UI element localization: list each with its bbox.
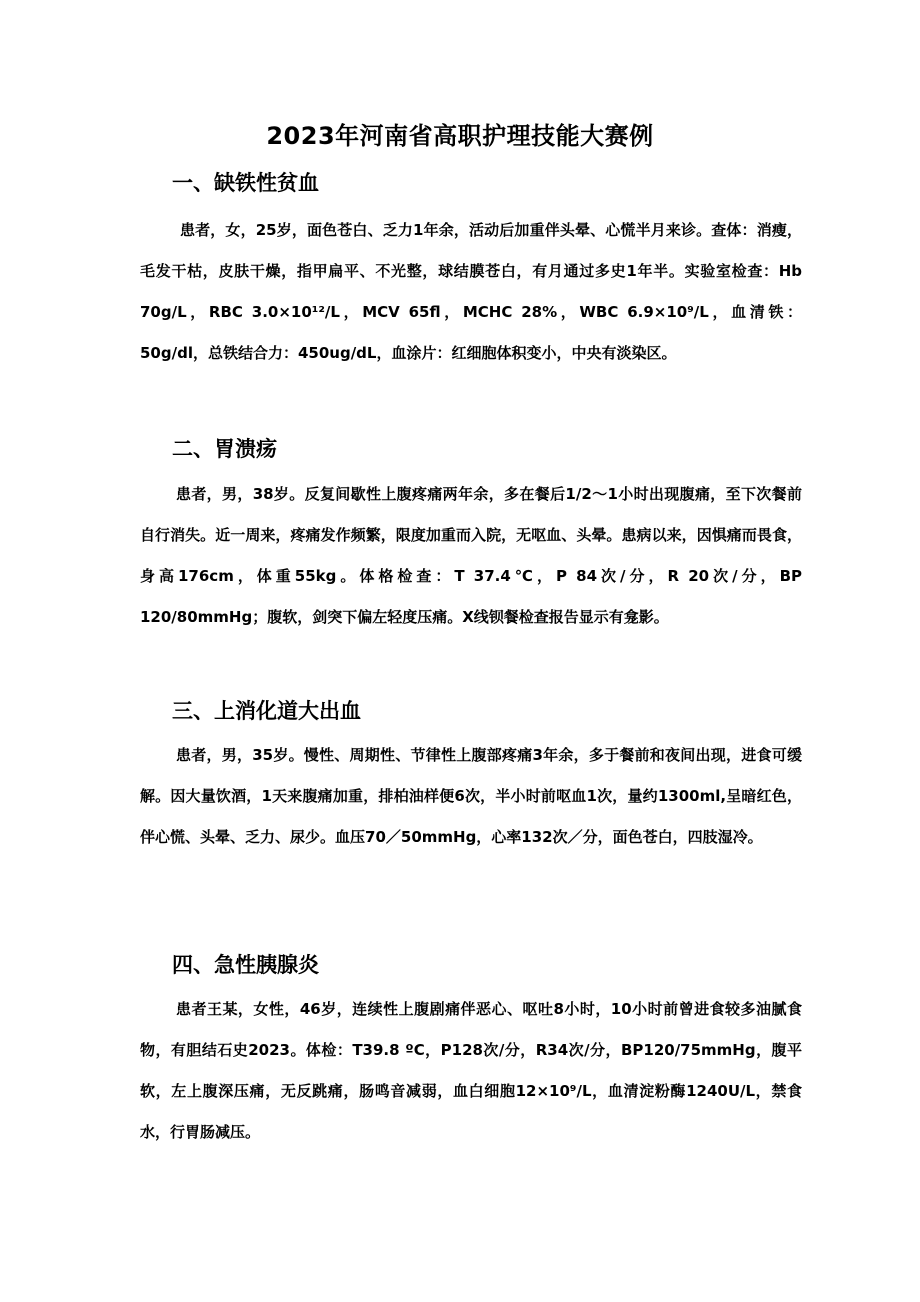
- section-heading-upper-gi-bleeding: 三、上消化道大出血: [172, 699, 361, 723]
- section-heading-gastric-ulcer: 二、胃溃疡: [172, 437, 277, 461]
- case-text-iron-deficiency-anemia: 患者，女，25岁，面色苍白、乏力1年余，活动后加重伴头晕、心慌半月来诊。查体：消瘦，毛发干枯，皮肤干燥，指甲扁平、不光整，球结膜苍白，有月通过多史1年半。实验室检查：Hb 70g/L，RBC 3.0×10¹²/L，MCV 65fl，MCHC 28%，WBC 6.9×10⁹/L，血清铁：50g/dl，总铁结合力：450ug/dL，血涂片：红细胞体积变小，中央有淡染区。: [140, 221, 802, 362]
- section-heading-acute-pancreatitis: 四、急性胰腺炎: [172, 953, 319, 977]
- document-title: 2023年河南省高职护理技能大赛例: [266, 122, 654, 150]
- case-text-upper-gi-bleeding: 患者，男，35岁。慢性、周期性、节律性上腹部疼痛3年余，多于餐前和夜间出现，进食可缓解。因大量饮酒，1天来腹痛加重，排柏油样便6次，半小时前呕血1次，量约1300ml,呈暗红色，伴心慌、头晕、乏力、尿少。血压70／50mmHg，心率132次／分，面色苍白，四肢湿冷。: [140, 746, 802, 846]
- case-text-acute-pancreatitis: 患者王某，女性，46岁，连续性上腹剧痛伴恶心、呕吐8小时，10小时前曾进食较多油腻食物，有胆结石史2023。体检：T39.8 ºC，P128次/分，R34次/分，BP120/75mmHg，腹平软，左上腹深压痛，无反跳痛，肠鸣音减弱，血白细胞12×10⁹/L，血清淀粉酶1240U/L，禁食水，行胃肠减压。: [140, 1000, 802, 1141]
- section-heading-iron-deficiency-anemia: 一、缺铁性贫血: [172, 171, 319, 195]
- case-text-gastric-ulcer: 患者，男，38岁。反复间歇性上腹疼痛两年余，多在餐后1/2～1小时出现腹痛，至下次餐前自行消失。近一周来，疼痛发作频繁，限度加重而入院，无呕血、头晕。患病以来，因惧痛而畏食，身高176cm，体重55kg。体格检查：T 37.4℃，P 84次/分，R 20次/分，BP 120/80mmHg；腹软，剑突下偏左轻度压痛。X线钡餐检查报告显示有龛影。: [140, 485, 802, 626]
